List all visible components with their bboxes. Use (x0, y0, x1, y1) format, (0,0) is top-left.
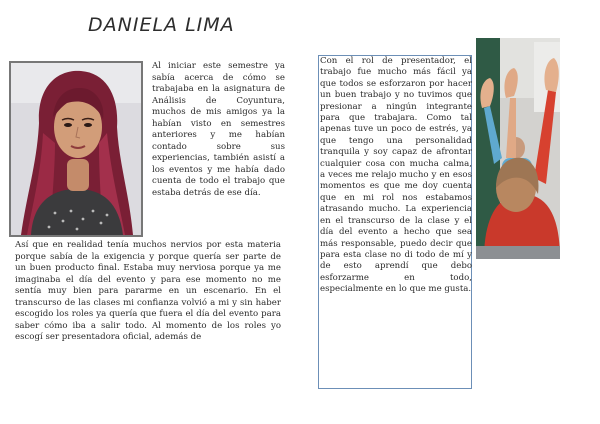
column-paragraph: Con el rol de presentador, el trabajo fue mucho más fácil ya que todos se esforzaron por hacer un buen trabajo y no tuvimos que presionar a ningún integrante para que trabajara. Como tal apenas tuve un poco de estrés, ya que tengo una personalidad tranquila y soy capaz de afrontar cualquier cosa con mucha calma, a veces me relajo mucho y en esos momentos es que me doy cuenta que en mi rol nos estabamos atrasando mucho. La experiencia en el transcurso de la clase y el día del evento a hecho que sea más responsable, puedo decir que para esta clase no di todo de mí y de esto aprendí que debo esforzarme en todo, especialmente en lo que me gusta. (320, 56, 472, 295)
portrait-illustration (11, 63, 141, 235)
classroom-photo (476, 38, 560, 259)
author-name: DANIELA LIMA (88, 14, 235, 36)
intro-paragraph: Al iniciar este semestre ya sabía acerca de cómo se trabajaba en la asignatura de Análisis de Coyuntura, muchos de mis amigos ya la habían visto en semestres anteriores y me habían contado sobre sus experiencias, también asistí a los eventos y me había dado cuenta de todo el trabajo que estaba detrás de ese día. (152, 61, 285, 198)
body-paragraph: Así que en realidad tenía muchos nervios por esta materia porque sabía de la exigencia y porque quería ser parte de un buen producto final. Estaba muy nerviosa porque ya me imaginaba el día del evento y para ese momento no me sentía muy bien para pararme en un escenario. En el transcurso de las clases mi confianza volvió a mi y sin haber escogido los roles ya quería que fuera el día del evento para saber cómo iba a salir todo. Al momento de los roles yo escogí ser presentadora oficial, además de (15, 240, 281, 342)
portrait-photo (9, 61, 143, 237)
classroom-illustration (476, 38, 560, 259)
